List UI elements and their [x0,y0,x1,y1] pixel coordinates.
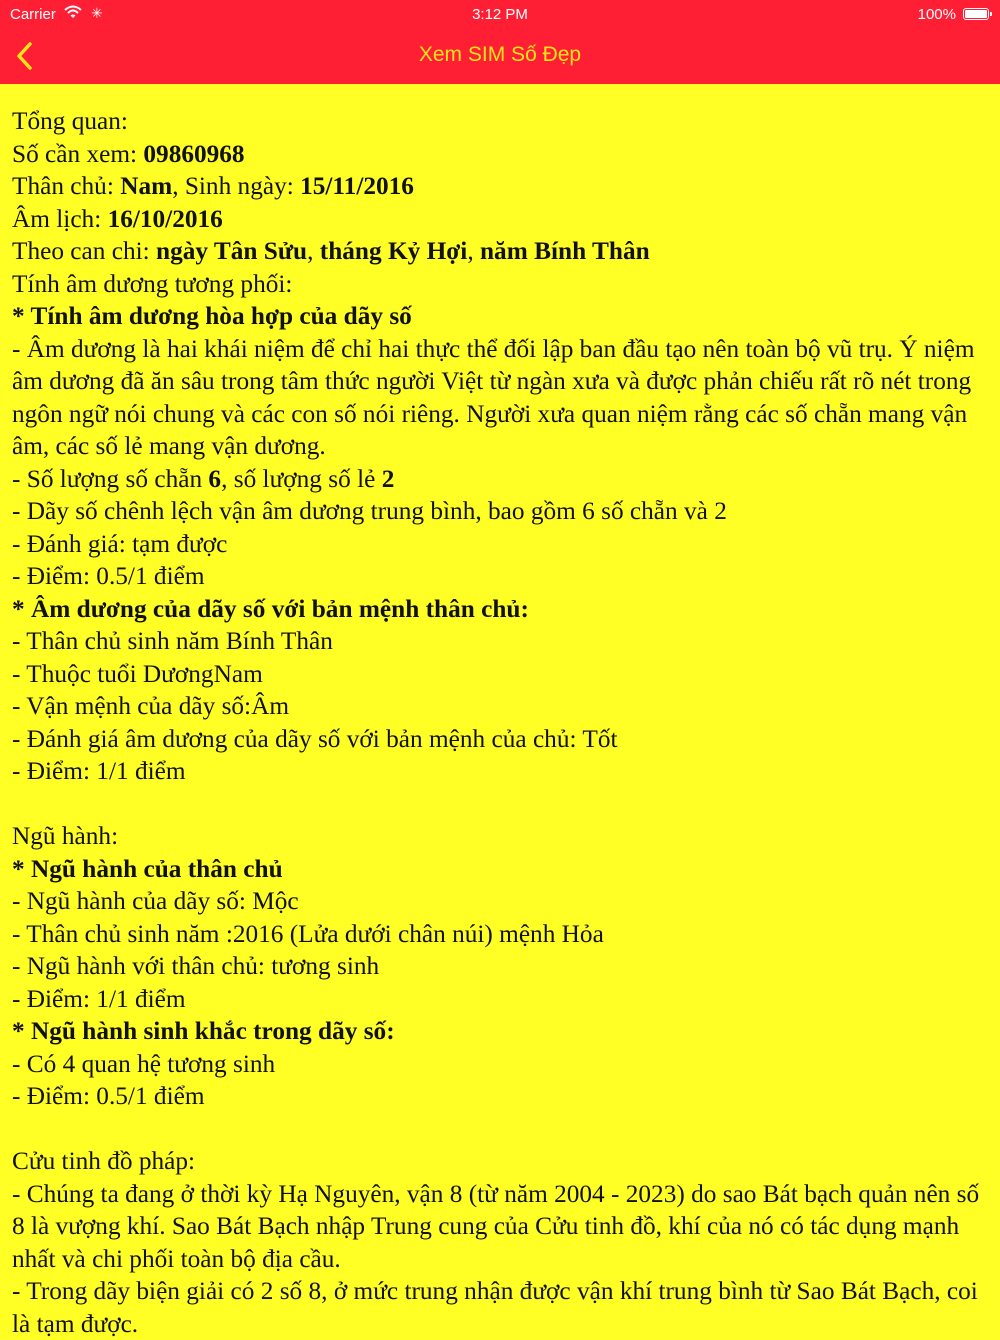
birth-date-value: 15/11/2016 [300,172,414,200]
owner-gender-value: Nam [120,172,173,200]
ninestar-description: - Chúng ta đang ở thời kỳ Hạ Nguyên, vận 8 (từ năm 2004 - 2023) do sao Bát bạch quản nên số 8 là vượng khí. Sao Bát Bạch nhập Trung cung của Cửu tinh đồ, khí của nó có tác dụng mạnh nhất và chi phối toàn bộ địa cầu. [12,1179,980,1273]
activity-spinner-icon: ✳ [91,5,103,21]
elements-cycle-relations: - Có 4 quan hệ tương sinh [12,1049,276,1078]
elements-score: - Điểm: 1/1 điểm [12,984,186,1013]
ninestar-detail: - Trong dãy biện giải có 2 số 8, ở mức trung nhận được vận khí trung bình từ Sao Bát Bạch, coi là tạm được. [12,1277,978,1338]
yinyang-score: - Điểm: 0.5/1 điểm [12,562,205,590]
destiny-fate: - Vận mệnh của dãy số:Âm [12,692,290,720]
yinyang-heading: Tính âm dương tương phối: [12,269,293,298]
battery-percentage: 100% [917,6,956,23]
destiny-score: - Điểm: 1/1 điểm [12,757,186,785]
elements-cycle-heading: * Ngũ hành sinh khắc trong dãy số: [12,1017,395,1045]
status-time: 3:12 PM [472,6,528,23]
yinyang-description: - Âm dương là hai khái niệm để chỉ hai thực thể đối lập ban đầu tạo nên toàn bộ vũ trụ. Ý niệm âm dương đã ăn sâu trong tâm thức người Việt từ ngàn xưa và được phản chiếu rất rõ nét trong ngôn ngữ nói chung và các con số nói riêng. Người xưa quan niệm rằng các số chẵn mang vận âm, các số lẻ mang vận dương. [12,334,975,460]
battery-icon [963,8,989,20]
result-content [12,105,994,1340]
destiny-rating: - Đánh giá âm dương của dãy số với bản mệnh của chủ: Tốt [12,724,618,753]
number-line: Số cần xem: 09860968 [12,139,245,168]
elements-with-owner: - Ngũ hành với thân chủ: tương sinh [12,952,380,980]
owner-elements-heading: * Ngũ hành của thân chủ [12,854,283,883]
yinyang-harmony-heading: * Tính âm dương hòa hợp của dãy số [12,302,412,330]
navigation-bar [0,30,1000,84]
destiny-age: - Thuộc tuổi DươngNam [12,659,263,688]
elements-number: - Ngũ hành của dãy số: Mộc [12,887,299,915]
lunar-line: Âm lịch: 16/10/2016 [12,204,223,233]
carrier-label: Carrier [10,6,56,23]
canchi-line: Theo can chi: ngày Tân Sửu, tháng Kỷ Hợi, năm Bính Thân [12,237,650,265]
status-bar [0,0,1000,30]
elements-cycle-score: - Điểm: 0.5/1 điểm [12,1082,205,1110]
overview-heading: Tổng quan: [12,107,128,135]
yinyang-detail: - Dãy số chênh lệch vận âm dương trung bình, bao gồm 6 số chẵn và 2 [12,497,727,525]
lunar-date-value: 16/10/2016 [107,204,223,233]
elements-heading: Ngũ hành: [12,822,119,850]
elements-owner-birth: - Thân chủ sinh năm :2016 (Lửa dưới chân núi) mệnh Hỏa [12,919,604,948]
destiny-birth-year: - Thân chủ sinh năm Bính Thân [12,627,333,655]
owner-line: Thân chủ: Nam, Sinh ngày: 15/11/2016 [12,172,414,200]
destiny-heading: * Âm dương của dãy số với bản mệnh thân chủ: [12,594,529,623]
page-title: Xem SIM Số Đẹp [418,43,582,66]
yinyang-rating: - Đánh giá: tạm được [12,529,228,558]
even-odd-count: - Số lượng số chẵn 6, số lượng số lẻ 2 [12,464,395,493]
phone-number-value: 09860968 [143,139,245,168]
ninestar-heading: Cửu tinh đồ pháp: [12,1147,196,1175]
